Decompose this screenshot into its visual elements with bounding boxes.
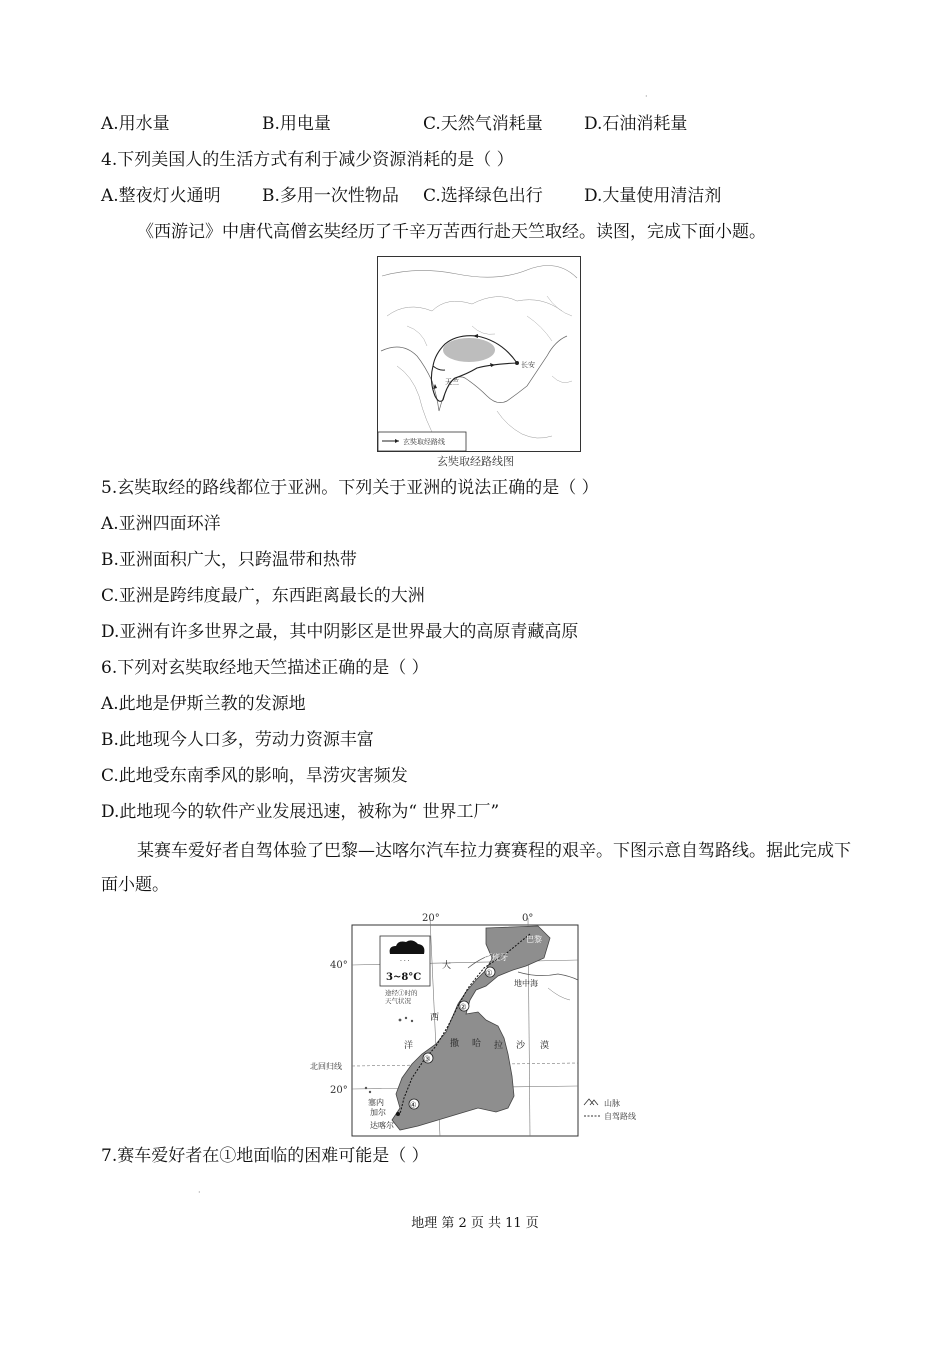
q5-question: 5.玄奘取经的路线都位于亚洲。下列关于亚洲的说法正确的是（ ） bbox=[101, 478, 599, 498]
q3-option-c: C.天然气消耗量 bbox=[423, 114, 543, 134]
q4-option-b: B.多用一次性物品 bbox=[262, 186, 399, 206]
page-footer: 地理 第 2 页 共 11 页 bbox=[411, 1216, 539, 1231]
stray-dot: · bbox=[645, 92, 648, 101]
q5-option-b: B.亚洲面积广大，只跨温带和热带 bbox=[101, 550, 357, 570]
svg-text:· · ·: · · · bbox=[400, 958, 410, 965]
sahara-label-3: 拉 bbox=[494, 1041, 504, 1051]
q6-question: 6.下列对玄奘取经地天竺描述正确的是（ ） bbox=[101, 658, 429, 678]
legend-route-label: 玄奘取经路线 bbox=[403, 438, 445, 446]
q5-option-a: A.亚洲四面环洋 bbox=[101, 514, 221, 534]
q5-option-d: D.亚洲有许多世界之最，其中阴影区是世界最大的高原青藏高原 bbox=[101, 622, 579, 642]
q5-option-c: C.亚洲是跨纬度最广，东西距离最长的大洲 bbox=[101, 586, 425, 606]
q3-option-d: D.石油消耗量 bbox=[584, 114, 688, 134]
q4-option-c: C.选择绿色出行 bbox=[423, 186, 543, 206]
changan-label: 长安 bbox=[521, 361, 535, 369]
q6-option-c: C.此地受东南季风的影响，旱涝灾害频发 bbox=[101, 766, 408, 786]
tianzhu-label: 天竺 bbox=[445, 378, 459, 386]
sahara-label-4: 沙 bbox=[516, 1041, 526, 1051]
q3-option-b: B.用电量 bbox=[262, 114, 331, 134]
senegal-label-1: 塞内 bbox=[368, 1098, 384, 1107]
marker-1: ① bbox=[485, 968, 493, 978]
lon-20-label: 20° bbox=[422, 913, 440, 924]
ocean-label-1: 大 bbox=[442, 961, 452, 971]
sahara-label-5: 漠 bbox=[540, 1041, 550, 1051]
q4-option-d: D.大量使用清洁剂 bbox=[584, 186, 722, 206]
changan-dot bbox=[515, 361, 519, 365]
legend-mountain: 山脉 bbox=[604, 1099, 620, 1108]
q4-option-a: A.整夜灯火通明 bbox=[101, 186, 221, 206]
stray-dot-2: · bbox=[198, 1188, 201, 1197]
q4-question: 4.下列美国人的生活方式有利于减少资源消耗的是（ ） bbox=[101, 150, 514, 170]
q7-question: 7.赛车爱好者在①地面临的困难可能是（ ） bbox=[101, 1146, 429, 1166]
ocean-label-2: 西 bbox=[430, 1013, 440, 1023]
tropic-label: 北回归线 bbox=[310, 1062, 342, 1071]
intro-xuanzang: 《西游记》中唐代高僧玄奘经历了千辛万苦西行赴天竺取经。读图，完成下面小题。 bbox=[137, 222, 766, 242]
ocean-label-3: 洋 bbox=[404, 1041, 414, 1051]
mountain-icon bbox=[584, 1099, 598, 1105]
senegal-label-2: 加尔 bbox=[370, 1108, 386, 1117]
lon-0-label: 0° bbox=[522, 913, 534, 924]
q3-option-a: A.用水量 bbox=[101, 114, 170, 134]
xuanzang-route-map bbox=[377, 256, 581, 452]
tibet-plateau-shade bbox=[443, 338, 495, 362]
q6-option-a: A.此地是伊斯兰教的发源地 bbox=[101, 694, 306, 714]
paris-dakar-map bbox=[308, 908, 658, 1140]
weather-caption-1: 途经①时的 bbox=[385, 989, 418, 997]
weather-temp: 3~8°C bbox=[386, 972, 422, 983]
q6-option-b: B.此地现今人口多，劳动力资源丰富 bbox=[101, 730, 374, 750]
sahara-label-2: 哈 bbox=[472, 1039, 482, 1049]
map1-caption: 玄奘取经路线图 bbox=[437, 455, 514, 468]
dakar-label: 达喀尔 bbox=[370, 1121, 394, 1130]
med-label: 地中海 bbox=[514, 979, 538, 988]
spain-label: 西班牙 bbox=[484, 953, 508, 962]
lat-40-label: 40° bbox=[330, 960, 348, 971]
legend-route: 自驾路线 bbox=[604, 1112, 636, 1121]
q6-option-d: D.此地现今的软件产业发展迅速，被称为“ 世界工厂” bbox=[101, 802, 500, 822]
sahara-label-1: 撒 bbox=[450, 1039, 460, 1049]
lat-20-label: 20° bbox=[330, 1085, 348, 1096]
marker-2: ② bbox=[459, 1002, 467, 1012]
weather-caption-2: 天气状况 bbox=[385, 997, 411, 1005]
marker-4: ④ bbox=[409, 1100, 417, 1110]
dakar-dot bbox=[396, 1112, 400, 1116]
intro-rally: 某赛车爱好者自驾体验了巴黎—达喀尔汽车拉力赛赛程的艰辛。下图示意自驾路线。据此完成下面小题。 bbox=[101, 841, 851, 895]
paris-label: 巴黎 bbox=[526, 935, 542, 944]
marker-3: ③ bbox=[423, 1054, 431, 1064]
